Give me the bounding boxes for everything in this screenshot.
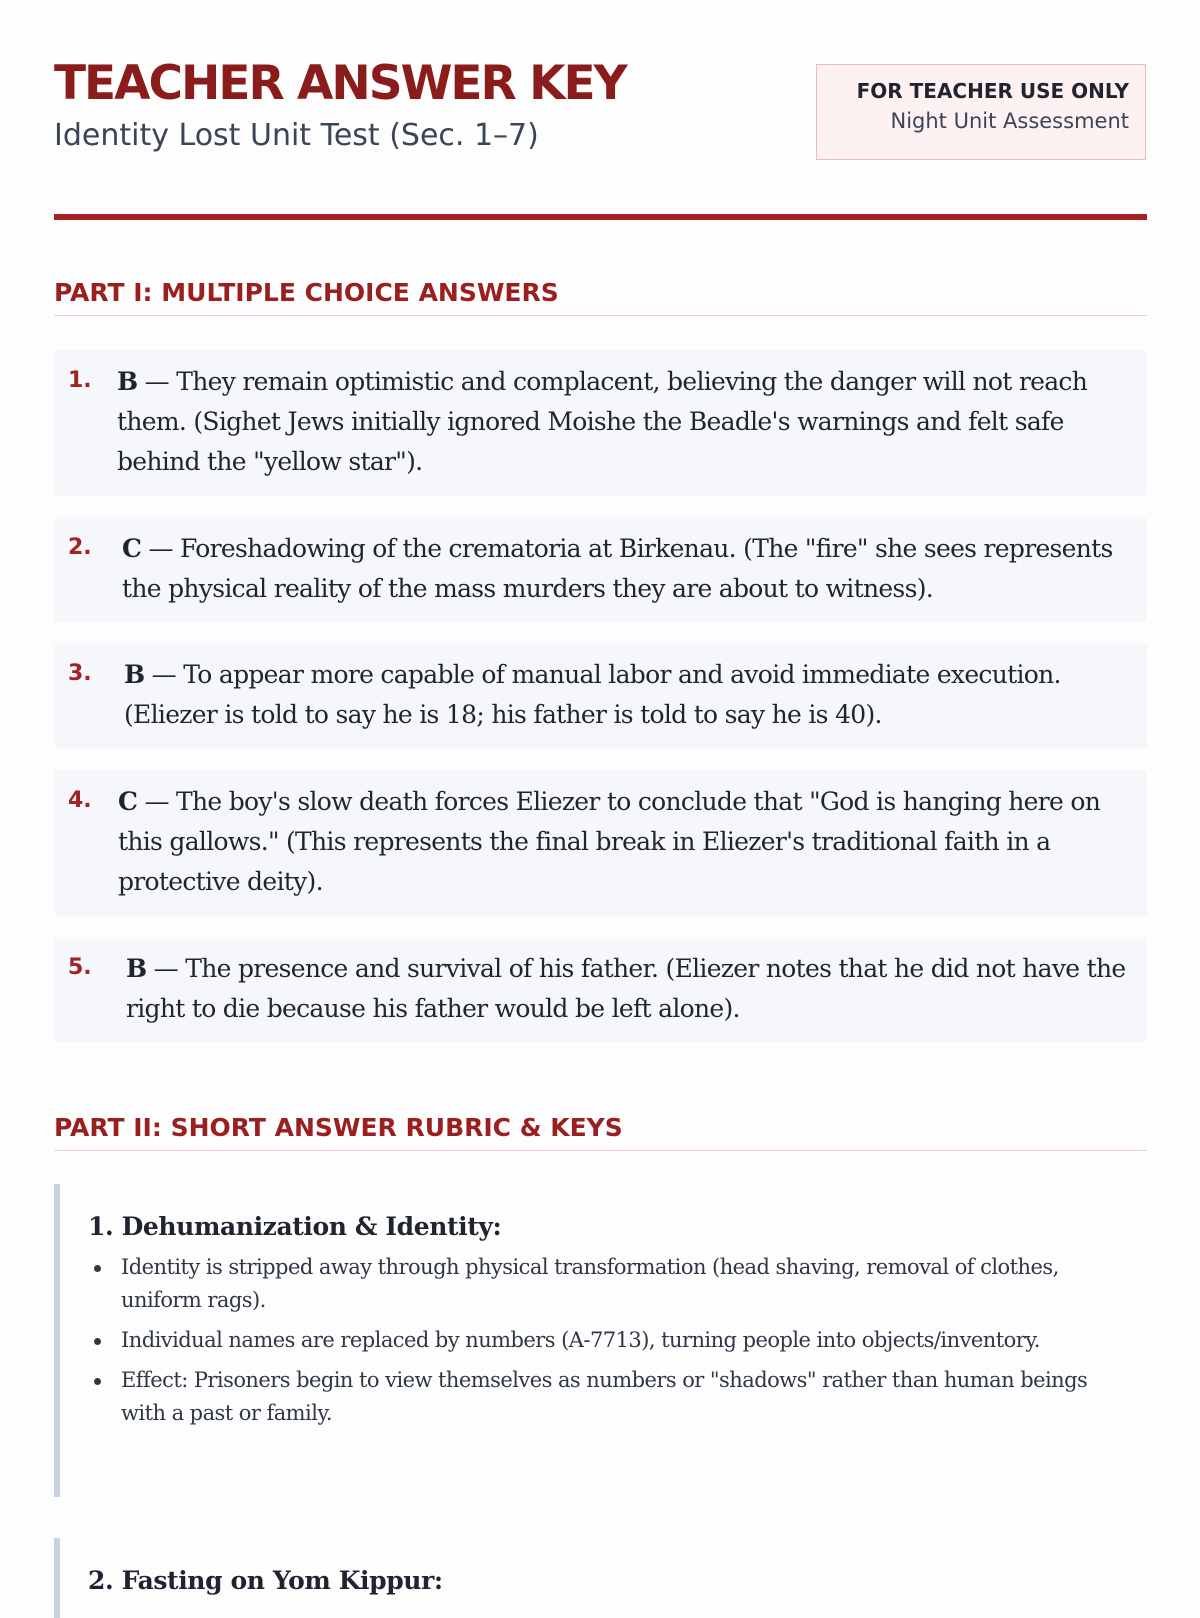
mc-answer-card <box>54 770 1147 916</box>
mc-answer-card <box>54 937 1147 1042</box>
answer-number: 3. <box>68 661 92 686</box>
part2-heading: PART II: SHORT ANSWER RUBRIC & KEYS <box>54 1113 1147 1151</box>
answer-dash: — <box>137 367 177 396</box>
answer-explanation: To appear more capable of manual labor and avoid immediate execution. (Eliezer is told to say he is 18; his father is told to say he is 40). <box>124 660 1061 729</box>
mc-answer-card <box>54 643 1147 748</box>
bullet-icon <box>94 1378 101 1385</box>
short-answer-title: 1. Dehumanization & Identity: <box>88 1212 502 1241</box>
rubric-point <box>88 1324 1147 1357</box>
rubric-point-list <box>88 1251 1147 1430</box>
part1-heading: PART I: MULTIPLE CHOICE ANSWERS <box>54 278 1147 316</box>
rubric-point-text: Individual names are replaced by numbers (A-7713), turning people into objects/inventory. <box>121 1328 1040 1352</box>
page-title: TEACHER ANSWER KEY <box>54 56 626 111</box>
answer-explanation: Foreshadowing of the crematoria at Birkenau. (The "fire" she sees represents the physical reality of the mass murders they are about to witness). <box>122 534 1113 603</box>
rubric-point <box>88 1364 1147 1430</box>
rubric-point-text: Effect: Prisoners begin to view themselves as numbers or "shadows" rather than human beings with a past or family. <box>121 1368 1088 1425</box>
answer-dash: — <box>144 660 184 689</box>
answer-text <box>122 529 1133 609</box>
answer-number: 4. <box>68 788 92 813</box>
answer-text <box>118 782 1133 902</box>
answer-number: 2. <box>68 535 92 560</box>
answer-text <box>126 949 1133 1029</box>
answer-text <box>124 655 1133 735</box>
header-divider <box>54 214 1147 220</box>
answer-letter: C <box>122 534 142 563</box>
rubric-point <box>88 1251 1147 1317</box>
answer-letter: C <box>118 787 138 816</box>
answer-dash: — <box>141 534 180 563</box>
bullet-icon <box>94 1265 101 1272</box>
answer-number: 5. <box>68 955 92 980</box>
mc-answer-card <box>54 350 1147 496</box>
page-subtitle: Identity Lost Unit Test (Sec. 1–7) <box>54 118 539 153</box>
answer-text <box>117 362 1133 482</box>
short-answer-block <box>54 1538 1147 1618</box>
mc-answer-card <box>54 517 1147 622</box>
answer-dash: — <box>146 954 186 983</box>
rubric-point-text: Identity is stripped away through physical transformation (head shaving, removal of clothes, uniform rags). <box>121 1255 1059 1312</box>
answer-explanation: The boy's slow death forces Eliezer to conclude that "God is hanging here on this gallows." (This represents the final break in Eliezer's traditional faith in a protective deity). <box>118 787 1101 896</box>
answer-letter: B <box>117 367 138 396</box>
answer-explanation: The presence and survival of his father. (Eliezer notes that he did not have the right to die because his father would be left alone). <box>126 954 1126 1023</box>
answer-letter: B <box>124 660 145 689</box>
badge-subtitle: Night Unit Assessment <box>890 109 1129 133</box>
bullet-icon <box>94 1338 101 1345</box>
answer-dash: — <box>137 787 176 816</box>
answer-explanation: They remain optimistic and complacent, believing the danger will not reach them. (Sighet Jews initially ignored Moishe the Beadle's warnings and felt safe behind the "yellow star"). <box>117 367 1088 476</box>
answer-letter: B <box>126 954 147 983</box>
answer-number: 1. <box>68 368 92 393</box>
teacher-only-badge <box>816 64 1146 160</box>
short-answer-title: 2. Fasting on Yom Kippur: <box>88 1566 443 1595</box>
badge-title: FOR TEACHER USE ONLY <box>856 79 1129 103</box>
short-answer-block <box>54 1184 1147 1497</box>
